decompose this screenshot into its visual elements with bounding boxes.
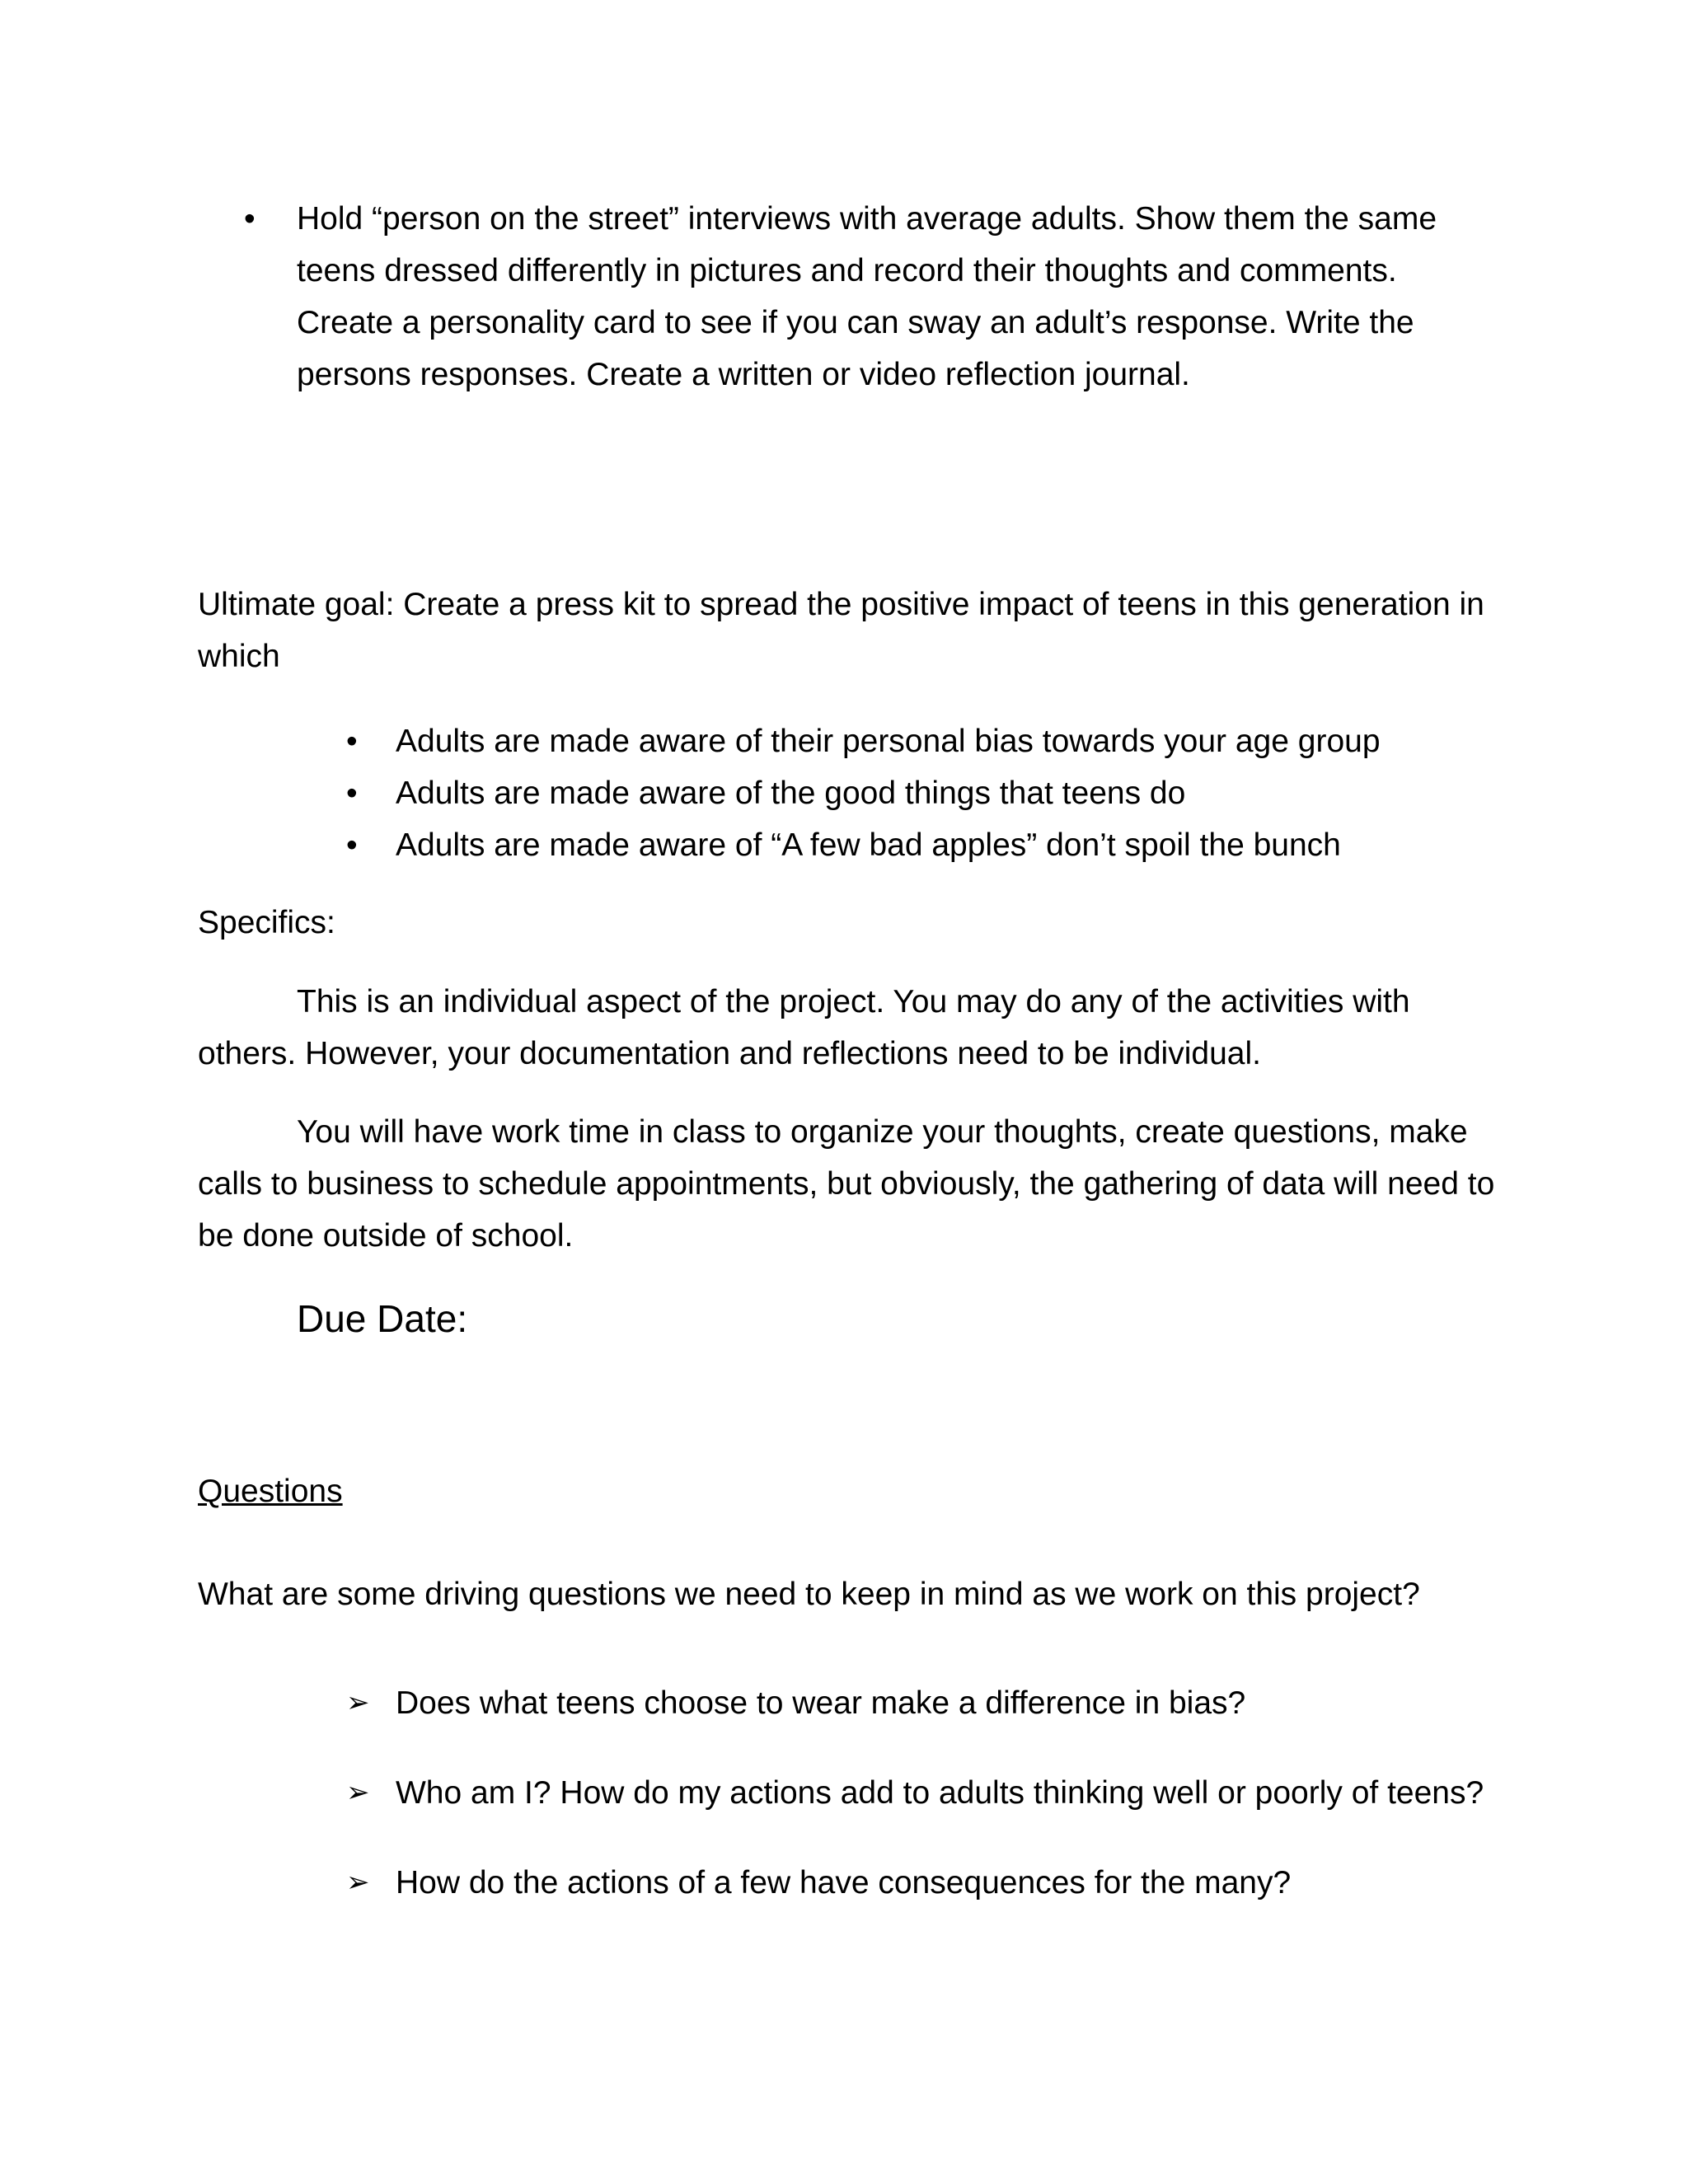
specifics-paragraph: This is an individual aspect of the project. You may do any of the activities with others. However, your documentation and reflections need to be individual. [198, 984, 1410, 1071]
questions-intro: What are some driving questions we need to keep in mind as we work on this project? [198, 1577, 1420, 1612]
question-text: How do the actions of a few have consequences for the many? [396, 1865, 1292, 1900]
due-date-label: Due Date: [297, 1297, 468, 1340]
bullet-marker: • [346, 827, 358, 863]
goal-item-text: Adults are made aware of the good things that teens do [396, 776, 1186, 811]
question-item [346, 1748, 1500, 1838]
goal-list-item [346, 819, 1500, 871]
goal-item-text: Adults are made aware of “A few bad apples” don’t spoil the bunch [396, 827, 1341, 863]
bullet-marker: • [244, 201, 256, 237]
goal-list-item [346, 767, 1500, 819]
arrow-bullet-icon: ➢ [346, 1867, 370, 1898]
arrow-bullet-icon: ➢ [346, 1777, 370, 1808]
arrow-bullet-icon: ➢ [346, 1687, 370, 1718]
bullet-marker: • [346, 776, 358, 811]
question-text: Who am I? How do my actions add to adults thinking well or poorly of teens? [396, 1775, 1484, 1811]
ultimate-goal-text: Ultimate goal: Create a press kit to spread the positive impact of teens in this generation in which [198, 587, 1484, 674]
questions-heading: Questions [198, 1474, 343, 1509]
specifics-heading: Specifics: [198, 905, 335, 940]
questions-list [346, 1658, 1500, 1928]
question-text: Does what teens choose to wear make a difference in bias? [396, 1685, 1246, 1721]
bullet-marker: • [346, 724, 358, 759]
goal-item-text: Adults are made aware of their personal bias towards your age group [396, 724, 1381, 759]
question-item [346, 1838, 1500, 1928]
goal-list [346, 715, 1500, 871]
question-item [346, 1658, 1500, 1748]
specifics-paragraph: You will have work time in class to organize your thoughts, create questions, make calls to business to schedule appointments, but obviously, the gathering of data will need to be done outside of school. [198, 1114, 1495, 1254]
goal-list-item [346, 715, 1500, 767]
interview-bullet-text: Hold “person on the street” interviews with average adults. Show them the same teens dressed differently in pictures and record their thoughts and comments. Create a personality card to see if you can sway an adult’s response. Write the persons responses. Create a written or video reflection journal. [297, 201, 1437, 392]
